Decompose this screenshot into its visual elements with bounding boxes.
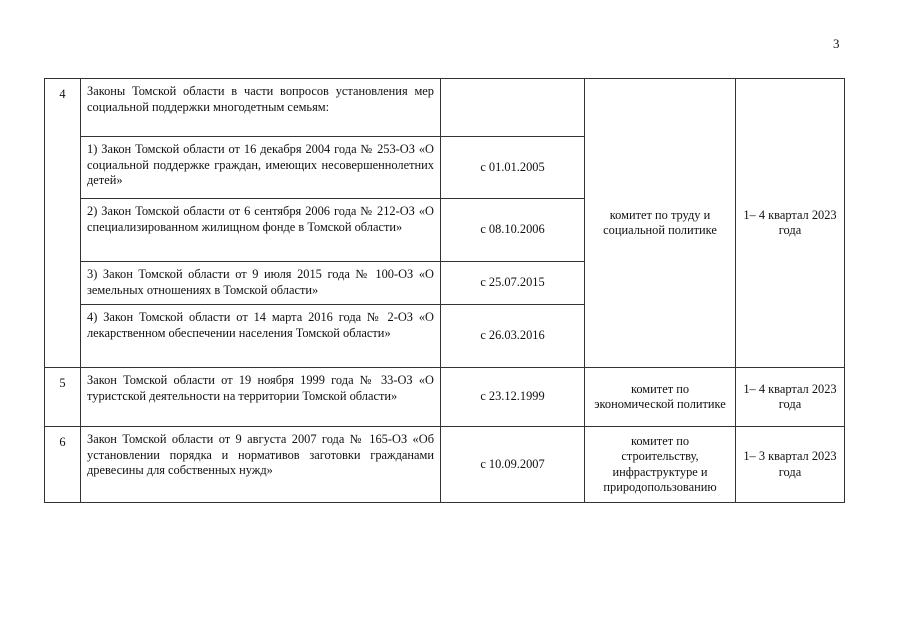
effective-date: с 08.10.2006 (441, 199, 585, 262)
row-number: 5 (45, 368, 81, 427)
law-title: Закон Томской области от 9 августа 2007 года № 165-ОЗ «Об установлении порядка и нормативов заготовки гражданами древесины для собственных нужд» (81, 427, 441, 503)
effective-date: с 26.03.2016 (441, 305, 585, 368)
table-row (45, 79, 845, 137)
period: 1– 4 квартал 2023 года (736, 79, 845, 368)
laws-table (44, 78, 845, 503)
law-title: 3) Закон Томской области от 9 июля 2015 года № 100-ОЗ «О земельных отношениях в Томской области» (81, 262, 441, 305)
period: 1– 4 квартал 2023 года (736, 368, 845, 427)
row-number: 4 (45, 79, 81, 368)
law-title: 2) Закон Томской области от 6 сентября 2006 года № 212-ОЗ «О специализированном жилищном фонде в Томской области» (81, 199, 441, 262)
page-number: 3 (833, 36, 840, 51)
effective-date: с 25.07.2015 (441, 262, 585, 305)
responsible-body: комитет по экономической политике (585, 368, 736, 427)
table-row (45, 368, 845, 427)
table-row (45, 427, 845, 503)
law-title: 4) Закон Томской области от 14 марта 2016 года № 2-ОЗ «О лекарственном обеспечении населения Томской области» (81, 305, 441, 368)
row-number: 6 (45, 427, 81, 503)
law-title: 1) Закон Томской области от 16 декабря 2004 года № 253-ОЗ «О социальной поддержке граждан, имеющих несовершеннолетних детей» (81, 137, 441, 199)
law-title: Закон Томской области от 19 ноября 1999 года № 33-ОЗ «О туристской деятельности на территории Томской области» (81, 368, 441, 427)
law-group-title: Законы Томской области в части вопросов установления мер социальной поддержки многодетным семьям: (81, 79, 441, 137)
responsible-body: комитет по труду и социальной политике (585, 79, 736, 368)
effective-date: с 10.09.2007 (441, 427, 585, 503)
responsible-body: комитет по строительству, инфраструктуре и природопользованию (585, 427, 736, 503)
effective-date: с 23.12.1999 (441, 368, 585, 427)
effective-date-cell (441, 79, 585, 137)
period: 1– 3 квартал 2023 года (736, 427, 845, 503)
effective-date: с 01.01.2005 (441, 137, 585, 199)
